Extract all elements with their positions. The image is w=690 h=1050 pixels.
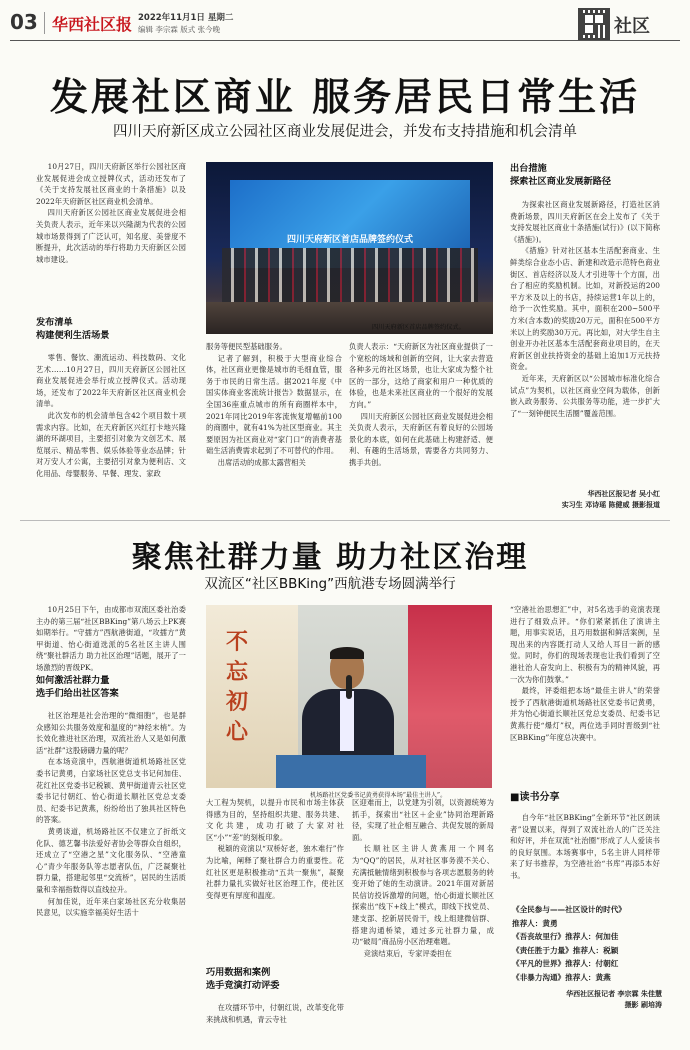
article1-col2 (206, 341, 342, 469)
backdrop-char: 不 (226, 629, 249, 655)
qr-code-icon (580, 10, 608, 38)
masthead-divider (44, 12, 45, 34)
article1-col1-para: 零售、餐饮、潮流运动、科技数码、文化艺术……10月27日，四川天府新区公园社区商业发展促进会举行成立授牌仪式。活动现场，还发布了2022年天府新区社区商业机会清单。 (36, 353, 186, 409)
article2-col1 (36, 604, 186, 674)
book-item: 《非暴力沟通》推荐人：黄燕 (512, 972, 611, 982)
book-item: 《责任胜于力量》推荐人：税颖 (512, 945, 619, 955)
article1-right-para: 为探索社区商业发展新路径，打造社区消费新场景，四川天府新区在会上发布了《关于支持发展社区商业十条措施(试行)》(以下简称《措施》)。 (510, 200, 660, 244)
article1-col3 (349, 341, 493, 469)
article1-title: 发展社区商业 服务居民日常生活 (49, 74, 641, 119)
article2-col2-para: 税颖的竞演以“双桥好老，独木难行”作为比喻，阐释了聚社群合力的重要性。花红社区更是积极推动“五共一聚焦”，凝聚社群力量扎实做好社区治理工作，使社区变得更有厚度和温度。 (206, 844, 344, 900)
article2-col2-para: 在攻擂环节中，付朝红说，改革变化带来挑战和机遇，青云寺社 (206, 1003, 344, 1024)
article1-col3-para: 负责人表示：“天府新区为社区商业提供了一个宽松的场域和创新的空间，让大家去营造各种多元的社区场景，也让大家成为整个社区的一部分，这给了商家和用户一种优质的体验，也是未来社区商业的一个很好的发展方向。” (349, 342, 493, 409)
photo-banner-text: 四川天府新区首店品牌签约仪式 (286, 235, 413, 245)
article2-col1-para: 黄勇谈道，机场路社区不仅建立了折纸文化队、德艺馨书法爱好者协会等群众自组织，还成立了“空港之星”文化服务队、“空港童心”青少年服务队等志愿者队伍，广泛凝聚社群力量，搭建起邻里“交流桥”，居民的生活质量和幸福指数得以直线拉升。 (36, 826, 186, 894)
article1-col2-para: 服务等便民型基础服务。 (206, 342, 287, 351)
backdrop-char: 心 (226, 719, 249, 745)
article1-col2-para: 出席活动的成都太露营相关 (217, 457, 306, 467)
article2-col1-para: 社区治理是社会治理的“微细胞”，也是群众感知公共服务效度和温度的“神经末梢”。为长效化推进社区治理，双流社治人又是如何激活“社群”这股磅礴力量的呢？ (36, 711, 186, 755)
article1-credits: 华西社区报记者 吴小红 实习生 邓诗瑶 陈健威 摄影报道 (561, 489, 660, 509)
podium (276, 755, 426, 788)
photo-people (222, 248, 478, 304)
book-item: 《全民参与——社区设计的时代》 (512, 905, 626, 914)
reading-para: 自今年“社区BBKing”全新环节“社区朗读者”设置以来，得到了双流社治人的广泛关注和好评，并在双流“社治圈”形成了人人爱读书的良好氛围。本场赛事中，5名主讲人同样带来了好书推荐，为空港社治“书库”再添5本好书。 (510, 813, 660, 880)
page-number: 03 (10, 10, 38, 34)
article2-credits: 华西社区报记者 李宗霖 朱佳慧 摄影 刷培涛 (566, 989, 662, 1009)
article2-col1-para: 10月25日下午，由成都市双流区委社治委主办的第三届“社区BBKing”第八场云上PK赛如期举行。“守擂方”西航港街道，“攻擂方”黄甲街道、怡心街道选派的5名社区主讲人围绕“聚社群活力 助力社区治理”话题，展开了一场激烈的晋级PK。 (36, 605, 186, 672)
article2-col3-para: 区迎难而上，以党建为引领，以资源统筹为抓手，探索出“社区＋企业”协同治理新路径，实现了社企相互融合、共促发展的新局面。 (352, 798, 494, 842)
article1-col3-para: 四川天府新区公园社区商业发展促进会相关负责人表示，天府新区有着良好的公园场景化的本底，如何在此基础上构建舒适、便利、有趣的生活场景，需要各方共同努力、携手共创。 (349, 411, 493, 467)
article2-title: 聚焦社群力量 助力社区治理 (131, 540, 529, 575)
article1-photo (206, 162, 493, 334)
masthead (0, 0, 690, 52)
article2-subtitle: 双流区“社区BBKing”西航港专场圆满举行 (204, 576, 456, 592)
book-item: 推荐人：黄勇 (512, 918, 558, 928)
paper-name: 华西社区报 (52, 15, 133, 34)
reading-header: ■读书分享 (510, 792, 560, 803)
reading-body (510, 812, 660, 882)
article2-subhead-2: 巧用数据和案例 选手竞演打动评委 (206, 967, 280, 991)
article2-right-para: “空港社治思想汇”中，对5名选手的竞演表现进行了细致点评。“你们紧紧抓住了演讲主题，用事实说话，且巧用数据和鲜活案例，呈现出来的内容既打动人又给人耳目一新的感觉。同时，你们的现场表现也让我们看到了空港社治人奋发向上、积极有为的精神风貌，再一次为你们鼓掌。” (510, 605, 660, 684)
article2-col1b (36, 710, 186, 919)
article1-col2-para: 记者了解到，积极于大型商业综合体，社区商业更像是城市的毛细血管，服务于市民的日常生活。据2021年度《中国实体商业客流统计报告》数据显示，在全国36座重点城市的所有商圈样本中，2021年同比2019年客流恢复增幅前100的商圈中，就有41%为社区型商业。其主要原因为社区商业对“家门口”的消费者基础生活消费需求起到了不可替代的作用。 (206, 353, 342, 456)
article1-subhead-2: 出台措施 探索社区商业发展新路径 (510, 163, 612, 187)
article2-col2-para: 大工程为契机，以提升市民和市场主体获得感为目的，坚持组织共建、服务共建、文化共建，成功打破了大家对社区“小”“差”的刻板印象。 (206, 798, 344, 842)
article1-photo-caption: 四川天府新区首店品牌签约仪式。 (372, 324, 465, 331)
article2-col3-para: 长顺社区主讲人黄燕用一个网名为“QQ”的居民，从对社区事务漠不关心、充满抵触情绪到积极参与各项志愿服务的转变开始了她的生动演讲。2021年面对新居民信访投诉激增的问题，怡心街道长顺社区探索出“线下+线上”模式，即线下找党员、建支部、挖新居民骨干，线上组建微信群、搭建沟通桥梁，通过多元社群力量，成功“破局”商品房小区治理难题。 (352, 844, 494, 947)
article2-col1-para: 何加佳说，近年来白家场社区充分收集居民意见，以实施幸福美好生活十 (36, 896, 186, 918)
article1-right-para: 《措施》针对社区基本生活配套商业、生鲜类综合业态小店、新建和改造示范特色商业街区、首店经济以及人才引进等十个方面，出台了相应的奖励机制。比如，对新投运的200平方米及以上的书店，持续运营1年以上的，给予一次性奖励。其中，面积在200~500平方米(含本数)的奖励20万元，面积在500平方米以上的奖励30万元。再比如，对大学生自主创业开办社区基本生活配套商业项目的，在天府新区创业扶持资金的基础上追加1万元扶持资金。 (510, 246, 660, 372)
article1-col1-para: 四川天府新区公园社区商业发展促进会相关负责人表示，近年来以兴隆湖为代表的公园城市场景得到了广泛认可，知名度、美誉度不断提升，此次活动的举行将助力天府新区公园城市建设。 (36, 208, 186, 264)
article1-right-para: 近年来，天府新区以“公园城市标准化综合试点”为契机，以社区商业空间为载体，创新嵌入政务服务、公共服务等功能，进一步扩大了“一刻钟便民生活圈”覆盖范围。 (510, 373, 660, 418)
issue-date: 2022年11月1日 星期二 (138, 13, 234, 23)
book-list (512, 903, 662, 985)
article1-col1-para: 此次发布的机会清单包含42个项目数十项需求内容。比如，在天府新区兴红打卡地兴隆湖的环湖项目，主要招引对象为文创艺术、展览展示、精品零售、娱乐体验等业态品牌；针对万安人才公寓，主要招引对象为便利店、文化用品、母婴服务、早餐、理发、家政 (36, 410, 186, 478)
article2-right-col (510, 604, 660, 743)
microphone-icon (346, 675, 352, 699)
backdrop-char: 忘 (226, 659, 249, 685)
article2-photo (206, 605, 492, 788)
section-label: 社区 (614, 16, 650, 37)
article2-col2 (206, 797, 344, 901)
masthead-rule (10, 40, 680, 41)
article2-col1-para: 在本场竞演中，西航港街道机场路社区党委书记黄勇，白家场社区党总支书记何加佳、花红社区党委书记税颖、黄甲街道青云社区党委书记付朝红、怡心街道长顺社区党总支委员、纪委书记黄燕，纷纷给出了独具社区特色的答案。 (36, 757, 186, 825)
article1-col1 (36, 161, 186, 265)
article1-subhead-1: 发布清单 构建便利生活场景 (36, 317, 110, 341)
editor-line: 编辑 李宗霖 版式 张今晚 (138, 25, 221, 34)
article2-col3 (352, 797, 494, 959)
book-item: 《平凡的世界》推荐人：付朝红 (512, 959, 619, 969)
article2-col2b (206, 1002, 344, 1025)
speaker-hair (330, 647, 364, 659)
section-divider (20, 520, 670, 521)
article1-col1b (36, 352, 186, 480)
article1-right-col (510, 199, 660, 419)
speaker-shirt (340, 691, 354, 751)
article2-right-para: 最终，评委组把本场“最佳主讲人”的荣誉授予了西航港街道机场路社区党委书记黄勇，并为怡心街道长顺社区党总支委员、纪委书记黄燕行使“爆灯”权，两位选手同时晋级到“社区BBKing”年度总决赛中。 (510, 686, 660, 742)
article2-col3-para: 竞演结束后，专家评委担在 (363, 948, 452, 958)
article2-photo-caption: 机场路社区党委书记黄勇获得本场“最佳主讲人”。 (310, 792, 447, 799)
book-item: 《吾丧故里行》推荐人：何加佳 (512, 932, 619, 942)
backdrop-char: 初 (226, 689, 249, 715)
article2-subhead-1: 如何激活社群力量 选手们给出社区答案 (36, 675, 119, 699)
article1-col1-para: 10月27日，四川天府新区举行公园社区商业发展促进会成立授牌仪式，活动还发布了《关于支持发展社区商业的十条措施》以及2022年天府新区社区商业机会清单。 (36, 162, 186, 206)
article1-subtitle: 四川天府新区成立公园社区商业发展促进会，并发布支持措施和机会清单 (113, 124, 577, 140)
